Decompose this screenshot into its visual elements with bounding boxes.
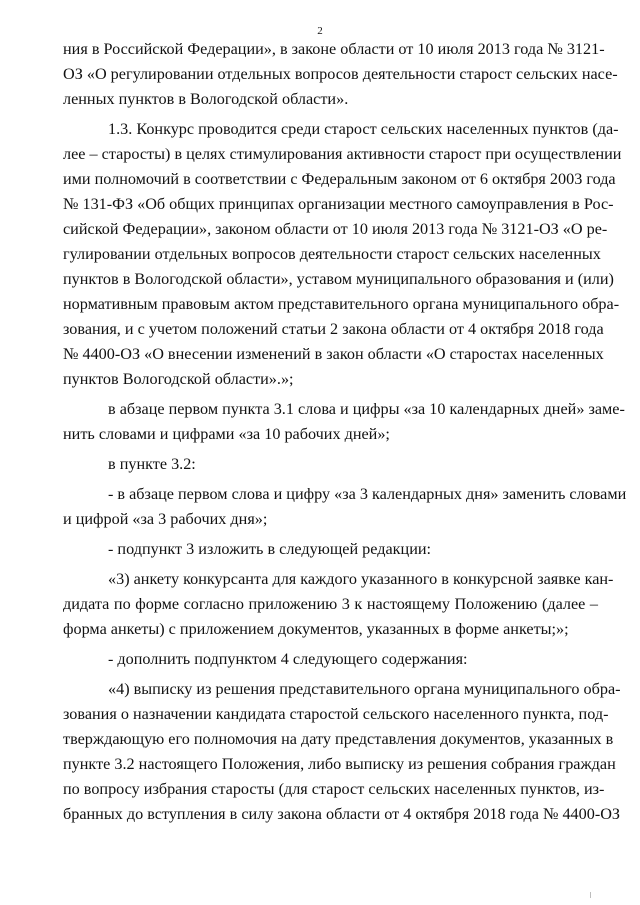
text-line: пунктов в Вологодской области», уставом муниципального образования и (или) [63,270,614,288]
scan-margin-mark [590,892,591,898]
text-line: тверждающую его полномочия на дату представления документов, указанных в [63,730,614,748]
text-line: зования, и с учетом положений статьи 2 закона области от 4 октября 2018 года [63,320,604,338]
text-line: нормативным правовым актом представительного органа муниципального обра- [63,295,620,313]
paragraph-first-line: в абзаце первом пункта 3.1 слова и цифры «за 10 календарных дней» заме- [108,400,625,418]
text-line: пунктов Вологодской области».»; [63,370,294,388]
text-line: № 131-ФЗ «Об общих принципах организации местного самоуправления в Рос- [63,195,614,213]
text-line: ОЗ «О регулировании отдельных вопросов деятельности старост сельских насе- [63,65,618,83]
paragraph-first-line: - подпункт 3 изложить в следующей редакции: [108,540,432,558]
text-line: пункте 3.2 настоящего Положения, либо выписку из решения собрания граждан [63,755,616,773]
paragraph-first-line: «3) анкету конкурсанта для каждого указанного в конкурсной заявке кан- [108,570,614,588]
paragraph-first-line: «4) выписку из решения представительного органа муниципального обра- [108,680,621,698]
text-line: по вопросу избрания старосты (для старост сельских населенных пунктов, из- [63,780,605,798]
text-line: лее – старосты) в целях стимулирования активности старост при осуществлении [63,145,622,163]
text-line: и цифрой «за 3 рабочих дня»; [63,510,268,528]
paragraph-first-line: в пункте 3.2: [108,455,196,473]
paragraph-first-line: - дополнить подпунктом 4 следующего содержания: [108,650,468,668]
text-line: № 4400-ОЗ «О внесении изменений в закон области «О старостах населенных [63,345,604,363]
text-line: ленных пунктов в Вологодской области». [63,90,349,108]
text-line: нить словами и цифрами «за 10 рабочих дней»; [63,425,390,443]
page-number: 2 [317,25,323,37]
text-line: дидата по форме согласно приложению 3 к настоящему Положению (далее – [63,595,598,613]
paragraph-first-line: 1.3. Конкурс проводится среди старост сельских населенных пунктов (да- [108,120,619,138]
text-line: бранных до вступления в силу закона области от 4 октября 2018 года № 4400-ОЗ [63,805,621,823]
text-line: ими полномочий в соответствии с Федеральным законом от 6 октября 2003 года [63,170,616,188]
text-line: гулировании отдельных вопросов деятельности старост сельских населенных [63,245,601,263]
text-line: ния в Российской Федерации», в законе области от 10 июля 2013 года № 3121- [63,40,605,58]
text-line: форма анкеты) с приложением документов, указанных в форме анкеты;»; [63,620,569,638]
text-line: сийской Федерации», законом области от 10 июля 2013 года № 3121-ОЗ «О ре- [63,220,608,238]
paragraph-first-line: - в абзаце первом слова и цифру «за 3 календарных дня» заменить словами [108,485,627,503]
text-line: зования о назначении кандидата старостой сельского населенного пункта, под- [63,705,609,723]
